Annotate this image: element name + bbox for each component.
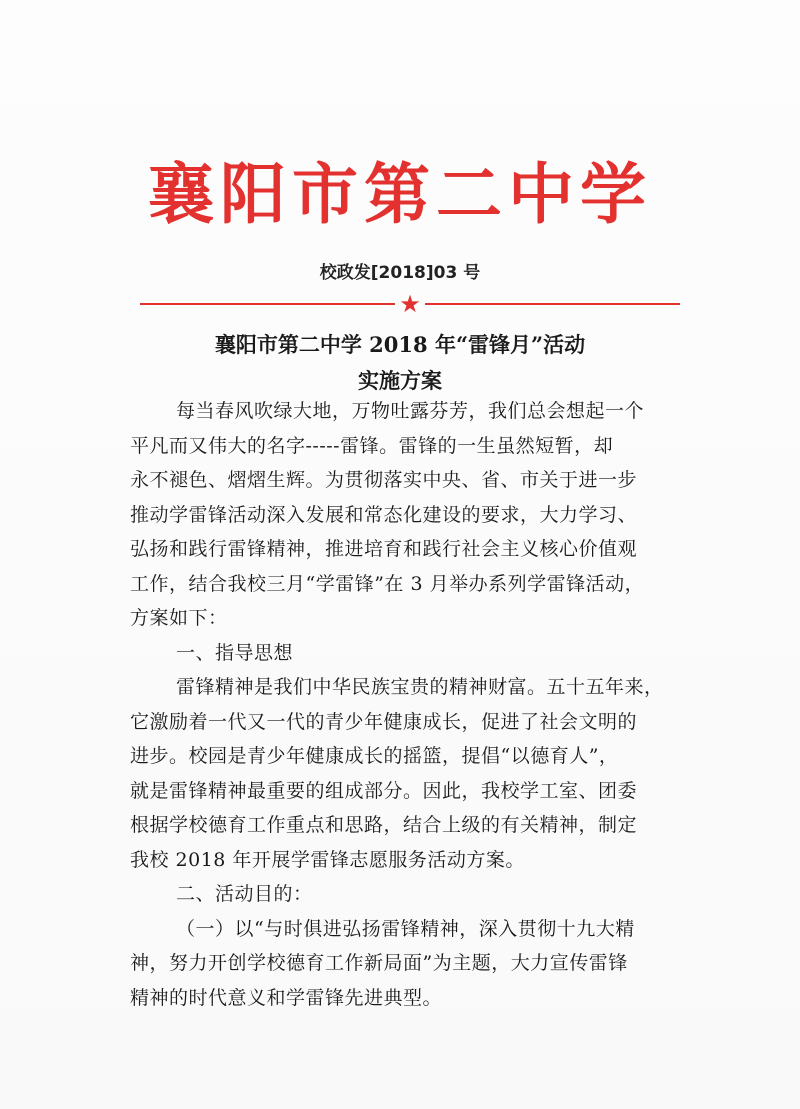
body-line: 神，努力开创学校德育工作新局面”为主题，大力宣传雷锋 <box>130 952 628 974</box>
body-line: 方案如下： <box>130 607 228 629</box>
body-line: 我校 2018 年开展学雷锋志愿服务活动方案。 <box>130 848 525 871</box>
body-line: 雷锋精神是我们中华民族宝贵的精神财富。五十五年来， <box>176 676 664 698</box>
body-line: 推动学雷锋活动深入发展和常态化建设的要求，大力学习、 <box>130 503 638 526</box>
section-heading: 一、指导思想 <box>176 641 294 664</box>
body-line: 根据学校德育工作重点和思路，结合上级的有关精神，制定 <box>130 814 638 836</box>
star-icon: ★ <box>399 290 421 318</box>
document-title-line1: 襄阳市第二中学 2018 年“雷锋月”活动 <box>214 332 586 357</box>
body-line: （一）以“与时俱进弘扬雷锋精神，深入贯彻十九大精 <box>176 917 635 940</box>
document-body <box>130 394 700 1015</box>
body-line: 进步。校园是青少年健康成长的摇篮，提倡“以德育人”， <box>130 745 619 767</box>
red-divider <box>140 292 680 316</box>
body-line: 就是雷锋精神最重要的组成部分。因此，我校学工室、团委 <box>130 779 638 802</box>
body-line: 它激励着一代又一代的青少年健康成长，促进了社会文明的 <box>130 710 638 733</box>
body-line: 精神的时代意义和学雷锋先进典型。 <box>130 986 443 1009</box>
document-title-line2: 实施方案 <box>358 368 442 393</box>
divider-line-left <box>140 303 395 305</box>
body-line: 工作，结合我校三月“学雷锋”在 3 月举办系列学雷锋活动， <box>130 572 645 595</box>
document-number: 校政发[2018]03 号 <box>319 263 481 283</box>
body-line: 平凡而又伟大的名字-----雷锋。雷锋的一生虽然短暂，却 <box>130 434 614 457</box>
masthead-title: 襄阳市第二中学 <box>148 156 652 233</box>
body-line: 永不褪色、熠熠生辉。为贯彻落实中央、省、市关于进一步 <box>130 469 638 491</box>
section-heading: 二、活动目的： <box>176 883 313 905</box>
body-line: 每当春风吹绿大地，万物吐露芬芳，我们总会想起一个 <box>176 400 645 422</box>
divider-line-right <box>425 303 680 305</box>
body-line: 弘扬和践行雷锋精神，推进培育和践行社会主义核心价值观 <box>130 538 638 560</box>
